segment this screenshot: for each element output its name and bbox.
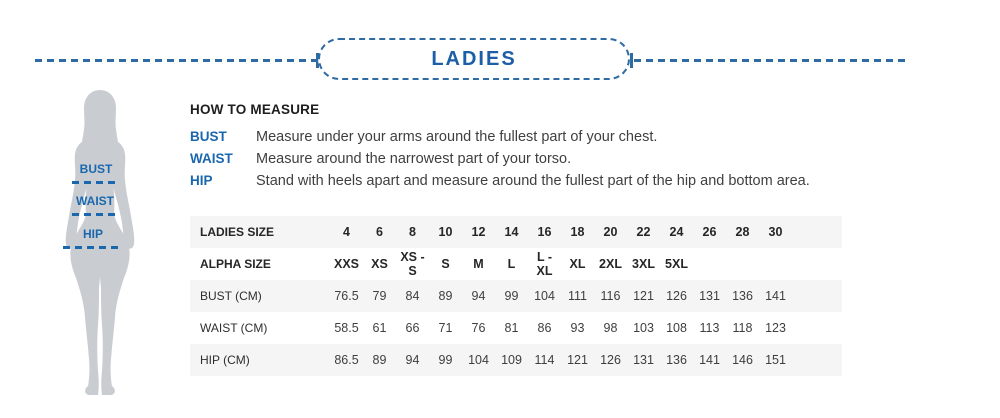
table-cell: 126 <box>600 353 621 367</box>
table-cell: 136 <box>732 289 753 303</box>
table-row-label: ALPHA SIZE <box>200 257 271 271</box>
bust-instruction-text: Measure under your arms around the fullest part of your chest. <box>256 129 658 145</box>
table-cell: 103 <box>633 321 654 335</box>
table-cell: 76 <box>471 321 486 335</box>
table-cell: L - XL <box>536 250 553 278</box>
table-row <box>190 216 842 248</box>
table-cell: 4 <box>343 225 350 239</box>
table-cell: 146 <box>732 353 753 367</box>
table-cell: 86 <box>537 321 552 335</box>
table-cell: 58.5 <box>334 321 359 335</box>
table-cell: 5XL <box>665 257 688 271</box>
table-cell: 104 <box>468 353 489 367</box>
table-cell: 99 <box>504 289 519 303</box>
table-cell: 93 <box>570 321 585 335</box>
table-cell: 113 <box>699 321 720 335</box>
table-row-label: LADIES SIZE <box>200 225 275 239</box>
size-table <box>190 216 842 376</box>
figure-bust-label: BUST <box>79 162 113 176</box>
table-cell: 20 <box>603 225 618 239</box>
table-cell: 123 <box>765 321 786 335</box>
table-cell: 22 <box>636 225 651 239</box>
table-cell: 109 <box>501 353 522 367</box>
header-dash-line-right <box>634 59 905 62</box>
table-cell: 81 <box>504 321 519 335</box>
table-row <box>190 248 842 280</box>
figure-hip-line <box>63 246 123 249</box>
table-cell: 10 <box>438 225 453 239</box>
table-cell: 71 <box>438 321 453 335</box>
table-cell: 126 <box>666 289 687 303</box>
hip-instruction-label: HIP <box>190 173 213 188</box>
table-cell: 89 <box>372 353 387 367</box>
header-tick-right <box>630 53 633 68</box>
figure-hip-label: HIP <box>82 227 103 241</box>
table-cell: 114 <box>534 353 555 367</box>
figure-bust-line <box>72 181 120 184</box>
table-cell: 84 <box>405 289 420 303</box>
table-cell: S <box>441 257 450 271</box>
how-to-measure-section <box>190 102 880 192</box>
table-cell: 14 <box>504 225 519 239</box>
table-cell: 121 <box>633 289 654 303</box>
waist-instruction-label: WAIST <box>190 151 233 166</box>
table-row <box>190 280 842 312</box>
table-cell: 3XL <box>632 257 655 271</box>
table-cell: 136 <box>666 353 687 367</box>
waist-instruction-text: Measure around the narrowest part of your torso. <box>256 151 572 167</box>
table-row <box>190 312 842 344</box>
ladies-pill-badge <box>318 38 630 80</box>
table-cell: XS <box>371 257 388 271</box>
table-cell: 30 <box>768 225 783 239</box>
table-cell: 24 <box>669 225 684 239</box>
table-cell: XXS <box>333 257 359 271</box>
table-cell: 86.5 <box>334 353 359 367</box>
table-cell: 111 <box>567 289 587 303</box>
measure-instruction-row <box>190 148 880 170</box>
table-cell: XL <box>569 257 586 271</box>
table-cell: 104 <box>534 289 555 303</box>
table-row <box>190 344 842 376</box>
table-cell: 98 <box>603 321 618 335</box>
table-cell: 26 <box>702 225 717 239</box>
female-silhouette-graphic <box>45 88 155 400</box>
table-cell: 94 <box>405 353 420 367</box>
table-cell: 94 <box>471 289 486 303</box>
figure-waist-label: WAIST <box>76 194 114 208</box>
table-cell: 118 <box>732 321 753 335</box>
table-cell: 12 <box>471 225 486 239</box>
header-dash-line-left <box>35 59 316 62</box>
table-cell: 99 <box>438 353 453 367</box>
table-cell: 66 <box>405 321 420 335</box>
bust-instruction-label: BUST <box>190 129 227 144</box>
table-cell: 89 <box>438 289 453 303</box>
table-cell: 28 <box>735 225 750 239</box>
table-cell: 79 <box>372 289 387 303</box>
table-cell: 131 <box>699 289 720 303</box>
table-row-label: WAIST (CM) <box>200 321 268 335</box>
table-cell: 141 <box>765 289 786 303</box>
table-row-label: BUST (CM) <box>200 289 262 303</box>
table-cell: 141 <box>699 353 720 367</box>
section-title: LADIES <box>431 47 517 70</box>
table-cell: 76.5 <box>334 289 359 303</box>
table-cell: 116 <box>600 289 621 303</box>
table-cell: 131 <box>633 353 654 367</box>
table-cell: L <box>507 257 516 271</box>
how-to-measure-title: HOW TO MEASURE <box>190 102 320 117</box>
hip-instruction-text: Stand with heels apart and measure around the fullest part of the hip and bottom area. <box>256 173 810 189</box>
measure-instruction-row <box>190 170 880 192</box>
table-cell: 6 <box>376 225 383 239</box>
table-cell: 108 <box>666 321 687 335</box>
table-cell: 121 <box>567 353 588 367</box>
table-cell: 18 <box>570 225 585 239</box>
table-cell: 61 <box>372 321 387 335</box>
table-cell: 2XL <box>599 257 622 271</box>
female-silhouette <box>45 88 155 400</box>
figure-waist-line <box>72 213 118 216</box>
table-cell: M <box>473 257 484 271</box>
table-cell: XS - S <box>400 250 425 278</box>
table-cell: 8 <box>409 225 416 239</box>
table-cell: 16 <box>537 225 552 239</box>
measure-instruction-row <box>190 126 880 148</box>
table-cell: 151 <box>765 353 786 367</box>
table-row-label: HIP (CM) <box>200 353 250 367</box>
